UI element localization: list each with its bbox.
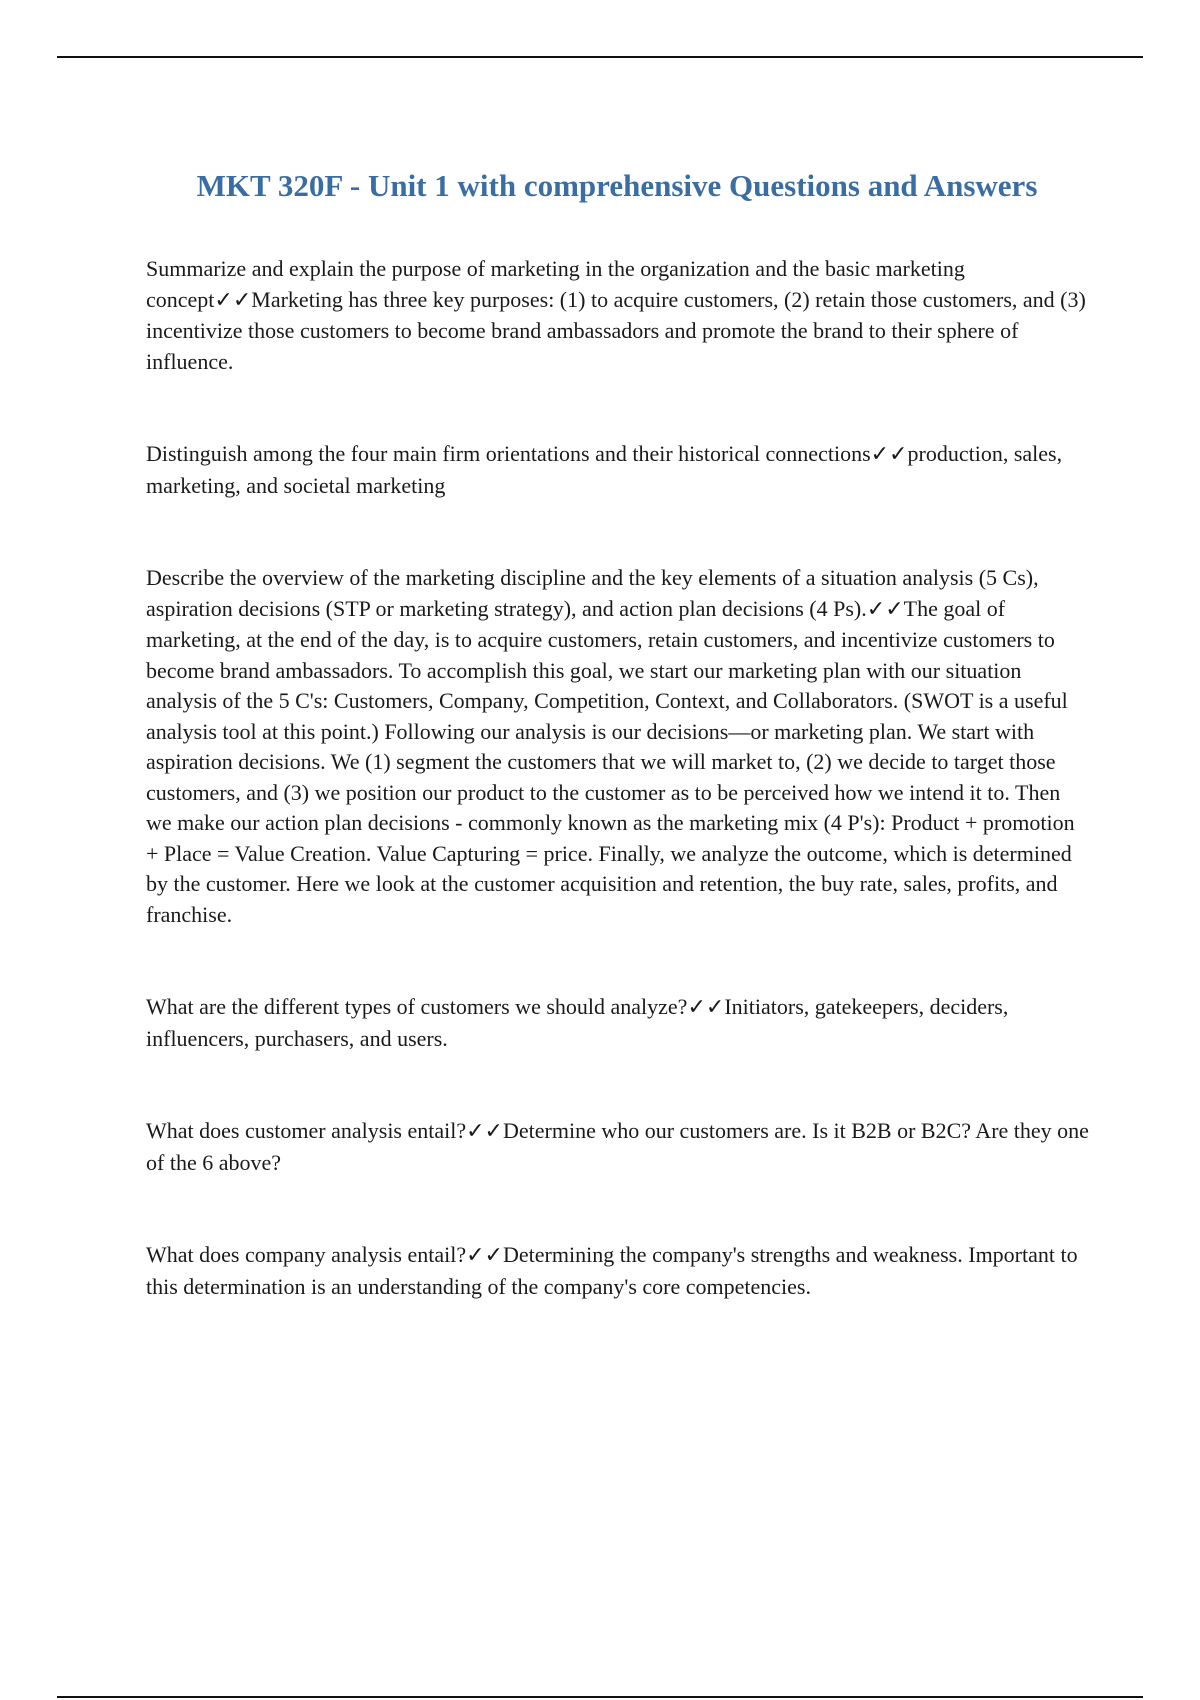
answer-text: production, sales, marketing, and societal marketing	[146, 441, 1063, 498]
document-title: MKT 320F - Unit 1 with comprehensive Questions and Answers	[196, 168, 1038, 203]
question-text: What does customer analysis entail?	[146, 1118, 467, 1143]
answer-text: The goal of marketing, at the end of the day, is to acquire customers, retain customers, and incentivize customers to become brand ambassadors. To accomplish this goal, we start our marketing plan with our situation analysis of the 5 C's: Customers, Company, Competition, Context, and Collaborators. (SWOT is a useful analysis tool at this point.) Following our analysis is our decisions—or marketing plan. We start with aspiration decisions. We (1) segment the customers that we will market to, (2) we decide to target those customers, and (3) we position our product to the customer as to be perceived how we intend it to. Then we make our action plan decisions - commonly known as the marketing mix (4 P's): Product + promotion + Place = Value Creation. Value Capturing = price. Finally, we analyze the outcome, which is determined by the customer. Here we look at the customer acquisition and retention, the buy rate, sales, profits, and franchise.	[146, 595, 1075, 927]
check-marks-icon: ✓✓	[466, 1243, 503, 1268]
question-text: Summarize and explain the purpose of marketing in the organization and the basic marketing concept	[146, 256, 965, 312]
check-marks-icon: ✓✓	[687, 995, 725, 1020]
check-marks-icon: ✓✓	[870, 442, 908, 467]
question-text: What does company analysis entail?	[146, 1242, 467, 1267]
bottom-rule	[57, 1696, 1143, 1698]
answer-text: Marketing has three key purposes: (1) to acquire customers, (2) retain those customers, and (3) incentivize those customers to become brand ambassadors and promote the brand to their sphere of influence.	[146, 286, 1086, 374]
answer-text: Initiators, gatekeepers, deciders, influencers, purchasers, and users.	[146, 994, 1009, 1051]
qa-item	[146, 254, 1091, 377]
qa-list	[146, 254, 1091, 1302]
qa-item	[146, 1116, 1091, 1178]
question-text: Distinguish among the four main firm orientations and their historical connections	[146, 441, 871, 466]
answer-text: Determining the company's strengths and weakness. Important to this determination is an understanding of the company's core competencies.	[146, 1242, 1078, 1299]
question-text: What are the different types of customers we should analyze?	[146, 994, 688, 1019]
answer-text: Determine who our customers are. Is it B2B or B2C? Are they one of the 6 above?	[146, 1118, 1089, 1175]
top-rule	[57, 56, 1143, 58]
question-text: Describe the overview of the marketing discipline and the key elements of a situation analysis (5 Cs), aspiration decisions (STP or marketing strategy), and action plan decisions (4 Ps).	[146, 565, 1039, 621]
check-marks-icon: ✓✓	[466, 1119, 503, 1144]
qa-item	[146, 439, 1091, 501]
check-marks-icon: ✓✓	[866, 596, 904, 622]
check-marks-icon: ✓✓	[214, 287, 252, 313]
qa-item	[146, 563, 1091, 930]
qa-item	[146, 1240, 1091, 1302]
qa-item	[146, 992, 1091, 1054]
